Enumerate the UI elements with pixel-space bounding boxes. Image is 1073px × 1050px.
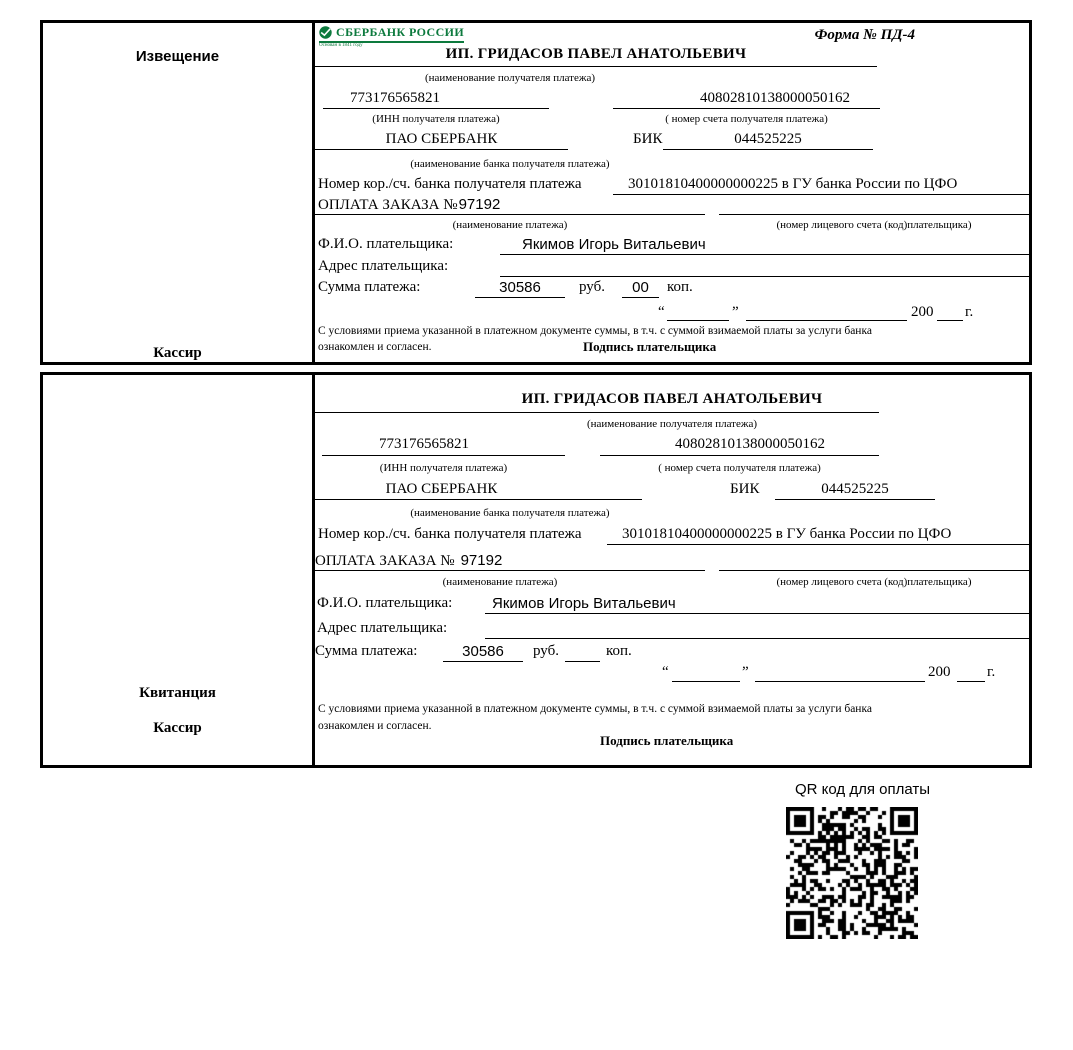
kop-line (565, 661, 600, 662)
account-value: 40802810138000050162 (700, 90, 850, 106)
payment-caption: (наименование платежа) (442, 576, 558, 588)
notice-section (40, 20, 1032, 365)
corr-account-value: 30101810400000000225 в ГУ банка России по ЦФО (628, 176, 958, 192)
qr-code (786, 807, 918, 939)
notice-content (315, 23, 1029, 362)
notice-label: Извещение (135, 48, 220, 65)
inn-caption: (ИНН получателя платежа) (372, 113, 500, 125)
payer-name-value: Якимов Игорь Витальевич (522, 236, 706, 253)
date-day-line (672, 681, 740, 682)
payee-name-caption: (наименование получателя платежа) (424, 72, 596, 84)
bik-value: 044525225 (734, 131, 802, 147)
rub-label: руб. (579, 279, 605, 295)
payee-title: ИП. ГРИДАСОВ ПАВЕЛ АНАТОЛЬЕВИЧ (521, 391, 823, 407)
notice-side-column (43, 23, 315, 362)
receipt-section (40, 372, 1032, 768)
bank-caption: (наименование банка получателя платежа) (410, 158, 610, 170)
agreement-text-line1: С условиями приема указанной в платежном документе суммы, в т.ч. с суммой взимаемой платы за услуги банка (318, 325, 872, 337)
payment-purpose (318, 196, 500, 214)
cashier-label: Кассир (153, 345, 202, 361)
sberbank-logo (319, 25, 464, 48)
sum-line (475, 297, 565, 298)
receipt-side-column (43, 375, 315, 765)
order-number: 97192 (460, 552, 503, 569)
sum-line (443, 661, 523, 662)
payee-title-line (315, 66, 877, 67)
payment-purpose (315, 552, 502, 570)
personal-account-caption: (номер лицевого счета (код)плательщика) (776, 576, 972, 588)
sberbank-logo-icon (319, 26, 332, 39)
payment-purpose-line (315, 214, 705, 215)
date-month-line (746, 320, 907, 321)
receipt-label: Квитанция (139, 685, 216, 701)
date-year-prefix: 200 (911, 304, 934, 320)
payer-name-value: Якимов Игорь Витальевич (492, 595, 676, 612)
date-year-line (937, 320, 963, 321)
bik-label: БИК (633, 131, 663, 147)
date-year-suffix: г. (965, 304, 974, 320)
bank-name-line (315, 149, 568, 150)
bank-name-line (315, 499, 642, 500)
order-label: ОПЛАТА ЗАКАЗА № (315, 553, 455, 569)
form-number-label: Форма № ПД-4 (814, 27, 915, 43)
kop-value: 00 (632, 279, 649, 296)
receipt-content (315, 375, 1029, 765)
date-year-prefix: 200 (928, 664, 951, 680)
rub-label: руб. (533, 643, 559, 659)
kop-label: коп. (606, 643, 632, 659)
date-year-suffix: г. (987, 664, 996, 680)
payer-signature-label: Подпись плательщика (600, 733, 734, 748)
payer-address-label: Адрес плательщика: (318, 258, 449, 274)
personal-account-caption: (номер лицевого счета (код)плательщика) (776, 219, 972, 231)
agreement-text-line2: ознакомлен и согласен. (318, 341, 432, 353)
bik-line (663, 149, 873, 150)
account-value: 40802810138000050162 (675, 436, 825, 452)
order-number: 97192 (458, 196, 501, 213)
inn-line (323, 108, 549, 109)
corr-account-value: 30101810400000000225 в ГУ банка России по ЦФО (622, 526, 952, 542)
bank-name-value: ПАО СБЕРБАНК (385, 131, 498, 147)
date-day-line (667, 320, 729, 321)
corr-account-label: Номер кор./сч. банка получателя платежа (318, 176, 582, 192)
bank-name-value: ПАО СБЕРБАНК (385, 481, 498, 497)
account-line (600, 455, 879, 456)
payer-signature-label: Подпись плательщика (583, 339, 717, 354)
payer-name-line (485, 613, 1029, 614)
bik-label: БИК (730, 481, 760, 497)
corr-account-line (613, 194, 1029, 195)
qr-caption: QR код для оплаты (795, 781, 931, 798)
order-label: ОПЛАТА ЗАКАЗА № (318, 197, 458, 213)
inn-line (322, 455, 565, 456)
date-quote-open: “ (658, 304, 665, 320)
account-line (613, 108, 880, 109)
date-quote-close: ” (732, 304, 739, 320)
sum-value: 30586 (499, 279, 541, 296)
account-caption: ( номер счета получателя платежа) (658, 462, 821, 474)
inn-caption: (ИНН получателя платежа) (379, 462, 508, 474)
sum-label: Сумма платежа: (318, 279, 421, 295)
payee-title-line (315, 412, 879, 413)
account-caption: ( номер счета получателя платежа) (665, 113, 828, 125)
bik-value: 044525225 (821, 481, 889, 497)
agreement-text-line2: ознакомлен и согласен. (318, 720, 432, 732)
personal-account-line (719, 214, 1029, 215)
payer-name-label: Ф.И.О. плательщика: (318, 236, 454, 252)
corr-account-label: Номер кор./сч. банка получателя платежа (318, 526, 582, 542)
inn-value: 773176565821 (350, 90, 440, 106)
payer-name-line (500, 254, 1029, 255)
kop-line (622, 297, 659, 298)
bank-caption: (наименование банка получателя платежа) (410, 507, 610, 519)
payee-title: ИП. ГРИДАСОВ ПАВЕЛ АНАТОЛЬЕВИЧ (445, 46, 747, 62)
corr-account-line (607, 544, 1029, 545)
sberbank-logo-subtitle: Основан в 1841 году (319, 43, 363, 48)
date-year-line (957, 681, 985, 682)
kop-label: коп. (667, 279, 693, 295)
cashier-label: Кассир (153, 720, 202, 736)
payment-caption: (наименование платежа) (452, 219, 568, 231)
bik-line (775, 499, 935, 500)
payer-address-label: Адрес плательщика: (317, 620, 448, 636)
date-month-line (755, 681, 925, 682)
payer-name-label: Ф.И.О. плательщика: (317, 595, 453, 611)
inn-value: 773176565821 (379, 436, 469, 452)
sum-value: 30586 (462, 643, 504, 660)
payer-address-line (485, 638, 1029, 639)
personal-account-line (719, 570, 1029, 571)
agreement-text-line1: С условиями приема указанной в платежном документе суммы, в т.ч. с суммой взимаемой платы за услуги банка (318, 703, 872, 715)
date-quote-open: “ (662, 664, 669, 680)
payer-address-line (500, 276, 1029, 277)
date-quote-close: ” (742, 664, 749, 680)
payment-purpose-line (315, 570, 705, 571)
sum-label: Сумма платежа: (315, 643, 418, 659)
payee-name-caption: (наименование получателя платежа) (586, 418, 758, 430)
sberbank-logo-text: СБЕРБАНК РОССИИ (336, 25, 465, 39)
